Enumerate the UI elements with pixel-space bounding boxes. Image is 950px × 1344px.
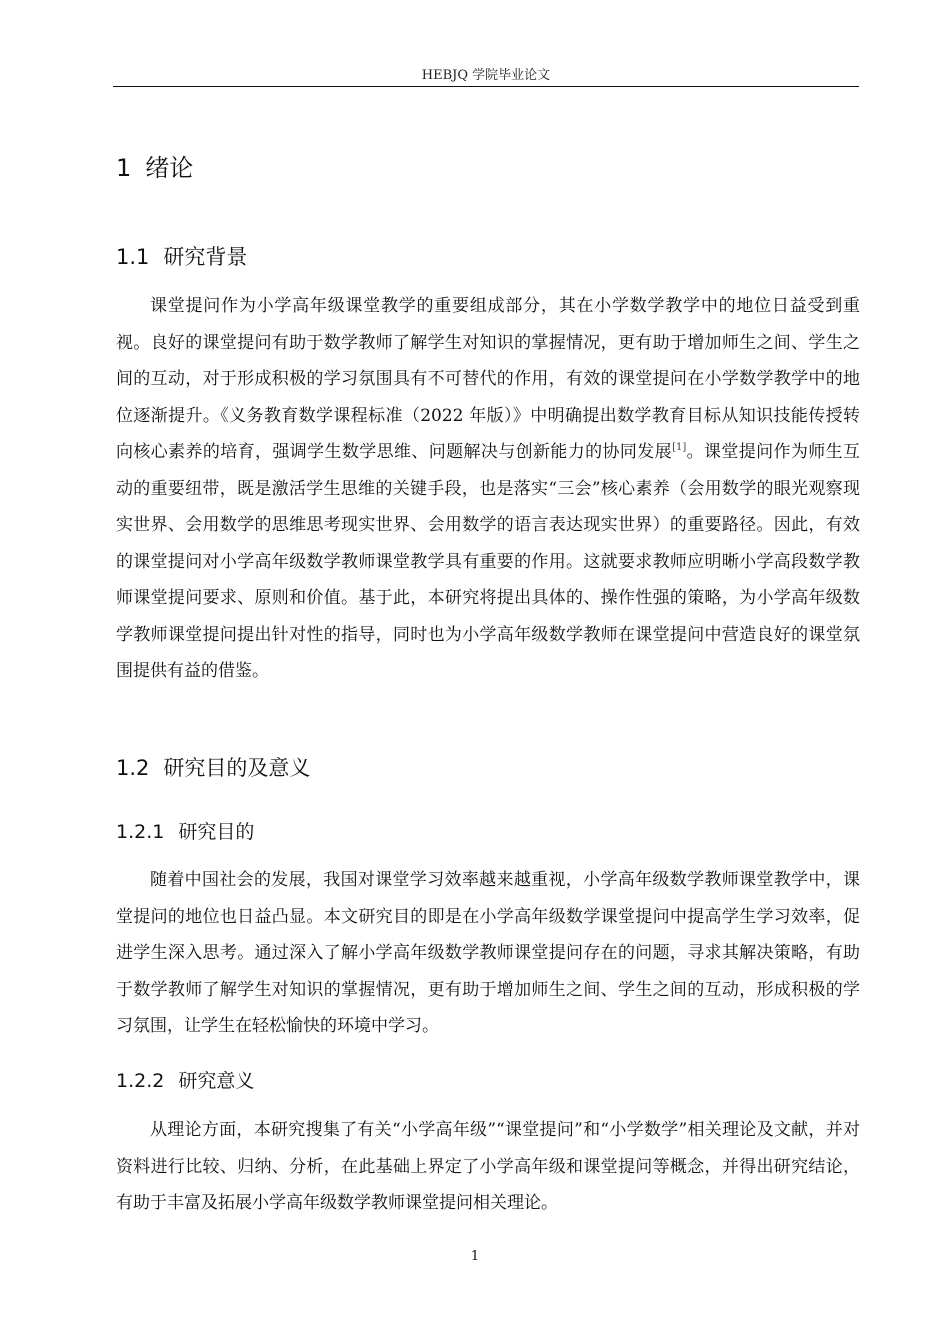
paragraph-text-continued: 。课堂提问作为师生互动的重要纽带，既是激活学生思维的关键手段，也是落实“三会”核心素养（会用数学的眼光观察现实世界、会用数学的思维思考现实世界、会用数学的语言表达现实世界）的重要路径。因此，有效的课堂提问对小学高年级数学教师课堂教学具有重要的作用。这就要求教师应明晰小学高段数学教师课堂提问要求、原则和价值。基于此，本研究将提出具体的、操作性强的策略，为小学高年级数学教师课堂提问提出针对性的指导，同时也为小学高年级数学教师在课堂提问中营造良好的课堂氛围提供有益的借鉴。 [116,442,861,681]
chapter-title: 绪论 [145,154,194,182]
header-rule [113,86,859,87]
subsection-title: 研究意义 [178,1070,255,1092]
page-number: 1 [470,1249,480,1264]
section-number: 1.1 [116,245,150,269]
paragraph-text: 课堂提问作为小学高年级课堂教学的重要组成部分，其在小学数学教学中的地位日益受到重视。良好的课堂提问有助于数学教师了解学生对知识的掌握情况，更有助于增加师生之间、学生之间的互动，对于形成积极的学习氛围具有不可替代的作用，有效的课堂提问在小学数学教学中的地位逐渐提升。《义务教育数学课程标准（2022 年版）》中明确提出数学教育目标从知识技能传授转向核心素养的培育，强调学生数学思维、问题解决与创新能力的协同发展 [116,296,860,462]
chapter-number: 1 [116,154,132,182]
section-title: 研究目的及意义 [163,756,311,780]
subsection-heading-1-2-1 [116,817,254,844]
subsection-title: 研究目的 [178,821,255,843]
section-heading-1-2 [116,752,310,782]
section-number: 1.2 [116,756,150,780]
chapter-heading [116,148,193,183]
citation-marker: [1] [672,442,687,453]
paragraph-research-purpose: 随着中国社会的发展，我国对课堂学习效率越来越重视，小学高年级数学教师课堂教学中，课堂提问的地位也日益凸显。本文研究目的即是在小学高年级数学课堂提问中提高学生学习效率，促进学生深入思考。通过深入了解小学高年级数学教师课堂提问存在的问题，寻求其解决策略，有助于数学教师了解学生对知识的掌握情况，更有助于增加师生之间、学生之间的互动，形成积极的学习氛围，让学生在轻松愉快的环境中学习。 [116,870,860,1036]
paragraph-research-background [116,288,860,690]
paragraph-research-significance: 从理论方面，本研究搜集了有关“小学高年级”“课堂提问”和“小学数学”相关理论及文献，并对资料进行比较、归纳、分析，在此基础上界定了小学高年级和课堂提问等概念，并得出研究结论，有助于丰富及拓展小学高年级数学教师课堂提问相关理论。 [116,1120,860,1213]
subsection-number: 1.2.1 [116,821,165,843]
section-heading-1-1 [116,241,247,271]
running-header: HEBJQ 学院毕业论文 [421,68,551,83]
subsection-heading-1-2-2 [116,1066,254,1093]
subsection-number: 1.2.2 [116,1070,165,1092]
section-title: 研究背景 [163,245,248,269]
